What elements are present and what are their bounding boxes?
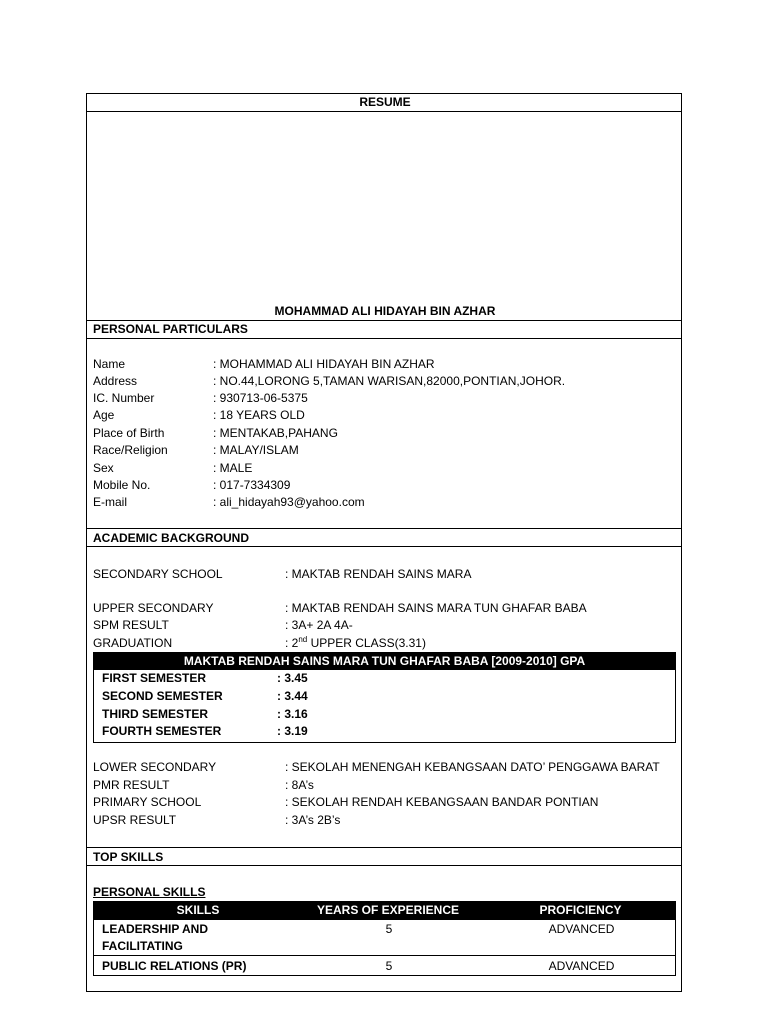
graduation-label: GRADUATION	[93, 636, 173, 650]
gpa-table-header: MAKTAB RENDAH SAINS MARA TUN GHAFAR BABA [2009-2010] GPA	[93, 652, 676, 670]
gpa-semester-value: : 3.44	[277, 689, 308, 703]
lower-secondary-value: : SEKOLAH MENENGAH KEBANGSAAN DATO’ PENGGAWA BARAT	[285, 760, 660, 774]
full-name: MOHAMMAD ALI HIDAYAH BIN AZHAR	[274, 304, 496, 318]
gpa-semester-value: : 3.16	[277, 707, 308, 721]
divider	[87, 847, 681, 848]
email-label: E-mail	[93, 495, 128, 509]
years-column-header: YEARS OF EXPERIENCE	[316, 903, 460, 917]
gpa-semester-label: FOURTH SEMESTER	[102, 724, 222, 738]
address-value: : NO.44,LORONG 5,TAMAN WARISAN,82000,PONTIAN,JOHOR.	[213, 374, 566, 388]
divider	[87, 338, 681, 339]
email-value: : ali_hidayah93@yahoo.com	[213, 495, 365, 509]
primary-school-label: PRIMARY SCHOOL	[93, 795, 202, 809]
age-label: Age	[93, 408, 115, 422]
pmr-result-value: : 8A’s	[285, 778, 314, 792]
top-skills-heading: TOP SKILLS	[93, 850, 164, 864]
divider	[87, 546, 681, 547]
sex-value: : MALE	[213, 461, 253, 475]
divider	[87, 865, 681, 866]
mobile-label: Mobile No.	[93, 478, 151, 492]
secondary-school-value: : MAKTAB RENDAH SAINS MARA	[285, 567, 472, 581]
name-value: : MOHAMMAD ALI HIDAYAH BIN AZHAR	[213, 357, 435, 371]
race-religion-value: : MALAY/ISLAM	[213, 443, 299, 457]
skill-years: 5	[385, 922, 393, 936]
skills-column-header: SKILLS	[176, 903, 220, 917]
ic-number-value: : 930713-06-5375	[213, 391, 308, 405]
graduation-value: : 2nd UPPER CLASS(3.31)	[285, 635, 426, 650]
academic-background-heading: ACADEMIC BACKGROUND	[93, 531, 249, 545]
upper-secondary-label: UPPER SECONDARY	[93, 601, 214, 615]
lower-secondary-label: LOWER SECONDARY	[93, 760, 217, 774]
resume-sheet	[86, 93, 682, 992]
ic-number-label: IC. Number	[93, 391, 155, 405]
place-of-birth-value: : MENTAKAB,PAHANG	[213, 426, 338, 440]
primary-school-value: : SEKOLAH RENDAH KEBANGSAAN BANDAR PONTIAN	[285, 795, 599, 809]
skills-table	[93, 919, 676, 976]
mobile-value: : 017-7334309	[213, 478, 291, 492]
secondary-school-label: SECONDARY SCHOOL	[93, 567, 223, 581]
skill-name: PUBLIC RELATIONS (PR)	[102, 959, 247, 973]
upper-secondary-value: : MAKTAB RENDAH SAINS MARA TUN GHAFAR BABA	[285, 601, 587, 615]
gpa-table	[93, 669, 676, 743]
skill-name: FACILITATING	[102, 939, 183, 953]
upsr-result-value: : 3A’s 2B’s	[285, 813, 341, 827]
gpa-semester-label: FIRST SEMESTER	[102, 671, 207, 685]
resume-title: RESUME	[359, 95, 411, 109]
skill-proficiency: ADVANCED	[548, 922, 615, 936]
name-label: Name	[93, 357, 126, 371]
proficiency-column-header: PROFICIENCY	[539, 903, 622, 917]
age-value: : 18 YEARS OLD	[213, 408, 305, 422]
gpa-semester-value: : 3.19	[277, 724, 308, 738]
place-of-birth-label: Place of Birth	[93, 426, 165, 440]
skill-name: LEADERSHIP AND	[102, 922, 209, 936]
address-label: Address	[93, 374, 138, 388]
skill-years: 5	[385, 959, 393, 973]
skill-proficiency: ADVANCED	[548, 959, 615, 973]
gpa-semester-label: SECOND SEMESTER	[102, 689, 223, 703]
personal-skills-heading: PERSONAL SKILLS	[93, 885, 206, 899]
gpa-semester-value: : 3.45	[277, 671, 308, 685]
spm-result-label: SPM RESULT	[93, 618, 169, 632]
upsr-result-label: UPSR RESULT	[93, 813, 177, 827]
divider	[87, 528, 681, 529]
personal-particulars-heading: PERSONAL PARTICULARS	[93, 322, 248, 336]
pmr-result-label: PMR RESULT	[93, 778, 170, 792]
sex-label: Sex	[93, 461, 114, 475]
skills-table-header	[93, 901, 676, 919]
race-religion-label: Race/Religion	[93, 443, 168, 457]
spm-result-value: : 3A+ 2A 4A-	[285, 618, 353, 632]
row-divider	[94, 955, 675, 956]
divider	[87, 111, 681, 112]
gpa-semester-label: THIRD SEMESTER	[102, 707, 209, 721]
